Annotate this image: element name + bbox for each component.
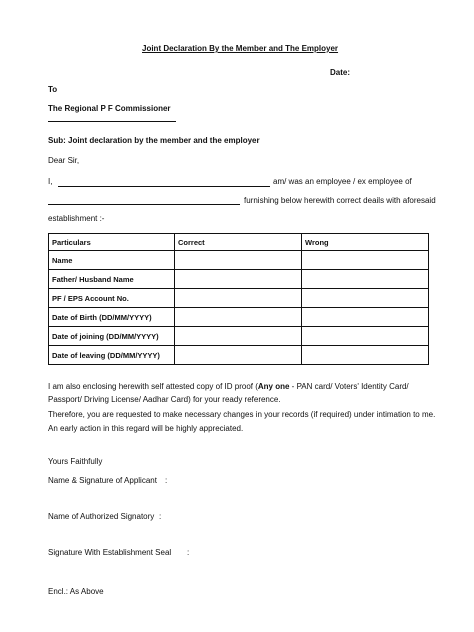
declarant-name-blank[interactable] — [58, 186, 270, 187]
id-proof-paragraph — [48, 380, 438, 406]
row-label: Father/ Husband Name — [49, 270, 175, 289]
enclosure-note: Encl.: As Above — [48, 587, 104, 596]
table-row — [49, 346, 429, 365]
yours-faithfully: Yours Faithfully — [48, 457, 103, 466]
wrong-cell[interactable] — [302, 251, 429, 270]
declarant-prefix: I, — [48, 177, 53, 186]
correct-cell[interactable] — [175, 308, 302, 327]
subject-line: Sub: Joint declaration by the member and the employer — [48, 136, 260, 145]
establishment-text: establishment :- — [48, 214, 105, 223]
row-label: Date of Birth (DD/MM/YYYY) — [49, 308, 175, 327]
employee-status-text: am/ was an employee / ex employee of — [273, 177, 412, 186]
correct-cell[interactable] — [175, 346, 302, 365]
applicant-colon: : — [165, 476, 168, 485]
table-row — [49, 308, 429, 327]
wrong-cell[interactable] — [302, 289, 429, 308]
any-one-emphasis: Any one — [257, 382, 290, 391]
id-proof-list: - PAN card/ Voters' Identity Card/ Passport/ Driving License/ Aadhar Card) for your ready reference. — [48, 382, 409, 404]
to-label: To — [48, 85, 58, 94]
applicant-signature-label: Name & Signature of Applicant — [48, 476, 157, 485]
request-paragraph: Therefore, you are requested to make necessary changes in your records (if required) under intimation to me. — [48, 410, 436, 419]
furnishing-text: furnishing below herewith correct deails with aforesaid — [244, 196, 436, 205]
wrong-cell[interactable] — [302, 346, 429, 365]
establishment-name-blank[interactable] — [48, 204, 240, 205]
column-header: Wrong — [302, 234, 429, 251]
document-title: Joint Declaration By the Member and The Employer — [142, 44, 339, 53]
column-header: Correct — [175, 234, 302, 251]
row-label: Date of leaving (DD/MM/YYYY) — [49, 346, 175, 365]
authorized-signatory-label: Name of Authorized Signatory — [48, 512, 155, 521]
row-label: Name — [49, 251, 175, 270]
authorized-colon: : — [159, 512, 162, 521]
appreciation-paragraph: An early action in this regard will be highly appreciated. — [48, 424, 244, 433]
table-row — [49, 289, 429, 308]
table-row — [49, 270, 429, 289]
seal-colon: : — [187, 548, 190, 557]
details-table — [48, 233, 429, 365]
date-label: Date: — [330, 68, 351, 77]
wrong-cell[interactable] — [302, 308, 429, 327]
correct-cell[interactable] — [175, 251, 302, 270]
table-row — [49, 251, 429, 270]
wrong-cell[interactable] — [302, 270, 429, 289]
correct-cell[interactable] — [175, 327, 302, 346]
table-header-row — [49, 234, 429, 251]
correct-cell[interactable] — [175, 270, 302, 289]
recipient-underline — [48, 121, 176, 122]
establishment-seal-label: Signature With Establishment Seal — [48, 548, 172, 557]
table-row — [49, 327, 429, 346]
salutation: Dear Sir, — [48, 156, 80, 165]
wrong-cell[interactable] — [302, 327, 429, 346]
id-proof-text: I am also enclosing herewith self attested copy of ID proof ( — [48, 382, 258, 391]
row-label: Date of joining (DD/MM/YYYY) — [49, 327, 175, 346]
column-header: Particulars — [49, 234, 175, 251]
row-label: PF / EPS Account No. — [49, 289, 175, 308]
recipient-name: The Regional P F Commissioner — [48, 104, 171, 113]
correct-cell[interactable] — [175, 289, 302, 308]
